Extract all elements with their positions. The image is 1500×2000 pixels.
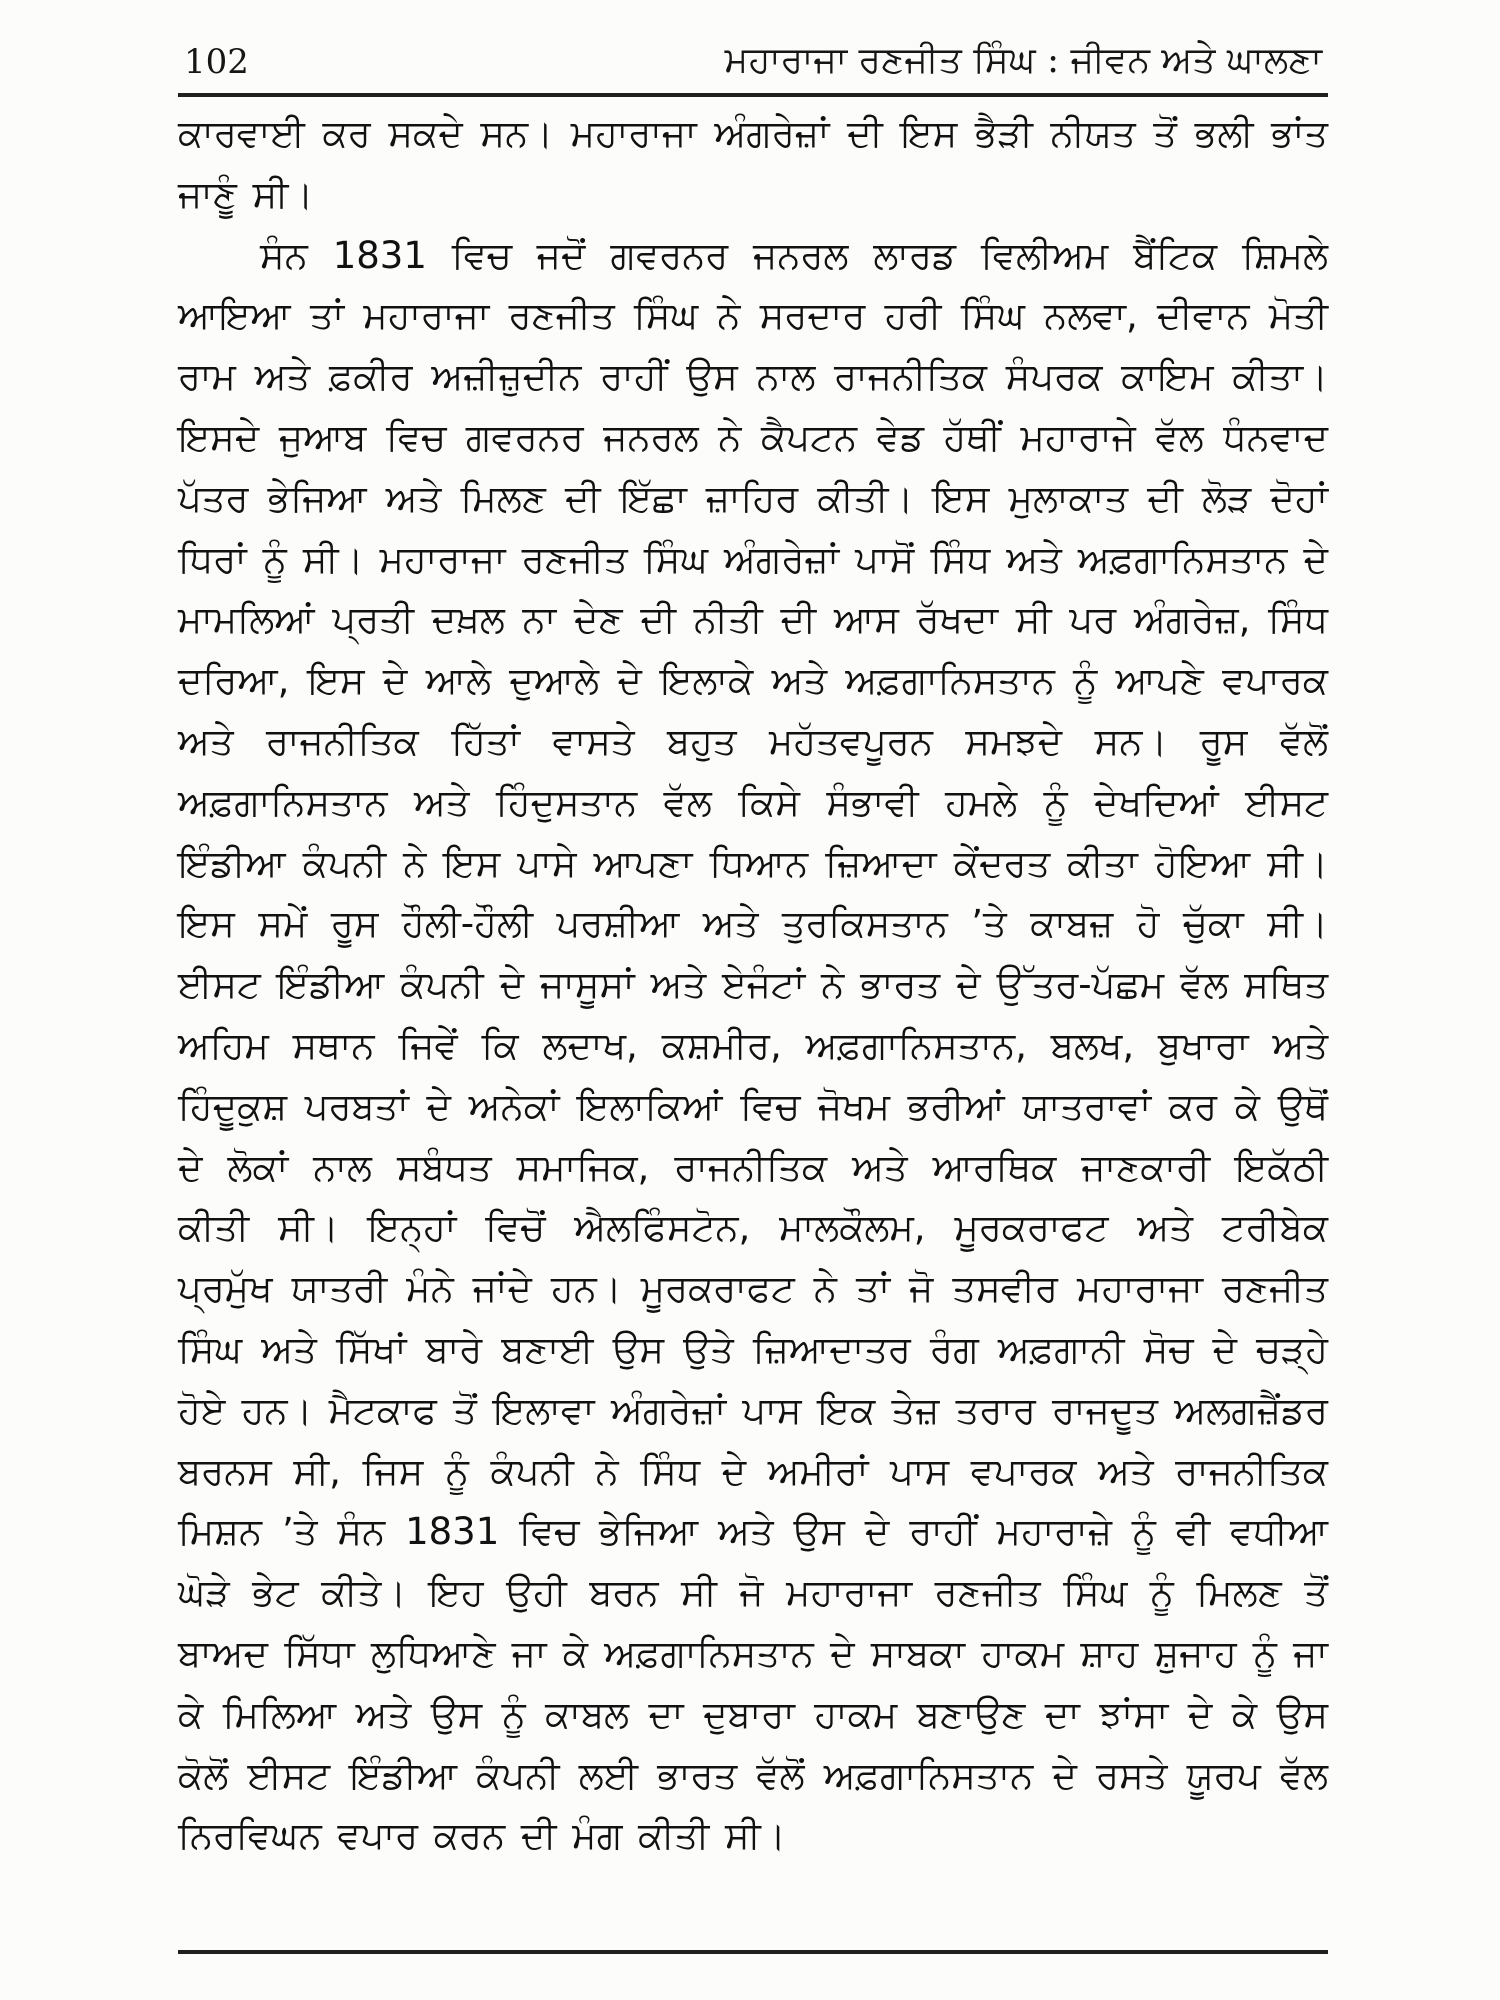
running-title: ਮਹਾਰਾਜਾ ਰਣਜੀਤ ਸਿੰਘ : ਜੀਵਨ ਅਤੇ ਘਾਲਣਾ [724,40,1322,81]
footer-rule [178,1950,1328,1954]
page-header [178,36,1328,92]
page-number: 102 [184,42,249,82]
paragraph-1: ਕਾਰਵਾਈ ਕਰ ਸਕਦੇ ਸਨ। ਮਹਾਰਾਜਾ ਅੰਗਰੇਜ਼ਾਂ ਦੀ ਇਸ ਭੈੜੀ ਨੀਯਤ ਤੋਂ ਭਲੀ ਭਾਂਤ ਜਾਣੂੰ ਸੀ। [178,112,1328,216]
body-text [178,104,1328,1867]
header-rule [178,93,1328,97]
paragraph-2: ਸੰਨ 1831 ਵਿਚ ਜਦੋਂ ਗਵਰਨਰ ਜਨਰਲ ਲਾਰਡ ਵਿਲੀਅਮ ਬੈਂਟਿਕ ਸ਼ਿਮਲੇ ਆਇਆ ਤਾਂ ਮਹਾਰਾਜਾ ਰਣਜੀਤ ਸਿੰਘ ਨੇ ਸਰਦਾਰ ਹਰੀ ਸਿੰਘ ਨਲਵਾ, ਦੀਵਾਨ ਮੋਤੀ ਰਾਮ ਅਤੇ ਫ਼ਕੀਰ ਅਜ਼ੀਜ਼ੁਦੀਨ ਰਾਹੀਂ ਉਸ ਨਾਲ ਰਾਜਨੀਤਿਕ ਸੰਪਰਕ ਕਾਇਮ ਕੀਤਾ। ਇਸਦੇ ਜੁਆਬ ਵਿਚ ਗਵਰਨਰ ਜਨਰਲ ਨੇ ਕੈਪਟਨ ਵੇਡ ਹੱਥੀਂ ਮਹਾਰਾਜੇ ਵੱਲ ਧੰਨਵਾਦ ਪੱਤਰ ਭੇਜਿਆ ਅਤੇ ਮਿਲਣ ਦੀ ਇੱਛਾ ਜ਼ਾਹਿਰ ਕੀਤੀ। ਇਸ ਮੁਲਾਕਾਤ ਦੀ ਲੋੜ ਦੋਹਾਂ ਧਿਰਾਂ ਨੂੰ ਸੀ। ਮਹਾਰਾਜਾ ਰਣਜੀਤ ਸਿੰਘ ਅੰਗਰੇਜ਼ਾਂ ਪਾਸੋਂ ਸਿੰਧ ਅਤੇ ਅਫ਼ਗਾਨਿਸਤਾਨ ਦੇ ਮਾਮਲਿਆਂ ਪ੍ਰਤੀ ਦਖ਼ਲ ਨਾ ਦੇਣ ਦੀ ਨੀਤੀ ਦੀ ਆਸ ਰੱਖਦਾ ਸੀ ਪਰ ਅੰਗਰੇਜ਼, ਸਿੰਧ ਦਰਿਆ, ਇਸ ਦੇ ਆਲੇ ਦੁਆਲੇ ਦੇ ਇਲਾਕੇ ਅਤੇ ਅਫ਼ਗਾਨਿਸਤਾਨ ਨੂੰ ਆਪਣੇ ਵਪਾਰਕ ਅਤੇ ਰਾਜਨੀਤਿਕ ਹਿੱਤਾਂ ਵਾਸਤੇ ਬਹੁਤ ਮਹੱਤਵਪੂਰਨ ਸਮਝਦੇ ਸਨ। ਰੂਸ ਵੱਲੋਂ ਅਫ਼ਗਾਨਿਸਤਾਨ ਅਤੇ ਹਿੰਦੁਸਤਾਨ ਵੱਲ ਕਿਸੇ ਸੰਭਾਵੀ ਹਮਲੇ ਨੂੰ ਦੇਖਦਿਆਂ ਈਸਟ ਇੰਡੀਆ ਕੰਪਨੀ ਨੇ ਇਸ ਪਾਸੇ ਆਪਣਾ ਧਿਆਨ ਜ਼ਿਆਦਾ ਕੇਂਦਰਤ ਕੀਤਾ ਹੋਇਆ ਸੀ। ਇਸ ਸਮੇਂ ਰੂਸ ਹੌਲੀ-ਹੌਲੀ ਪਰਸ਼ੀਆ ਅਤੇ ਤੁਰਕਿਸਤਾਨ ’ਤੇ ਕਾਬਜ਼ ਹੋ ਚੁੱਕਾ ਸੀ। ਈਸਟ ਇੰਡੀਆ ਕੰਪਨੀ ਦੇ ਜਾਸੂਸਾਂ ਅਤੇ ਏਜੰਟਾਂ ਨੇ ਭਾਰਤ ਦੇ ਉੱਤਰ-ਪੱਛਮ ਵੱਲ ਸਥਿਤ ਅਹਿਮ ਸਥਾਨ ਜਿਵੇਂ ਕਿ ਲਦਾਖ, ਕਸ਼ਮੀਰ, ਅਫ਼ਗਾਨਿਸਤਾਨ, ਬਲਖ, ਬੁਖਾਰਾ ਅਤੇ ਹਿੰਦੂਕੁਸ਼ ਪਰਬਤਾਂ ਦੇ ਅਨੇਕਾਂ ਇਲਾਕਿਆਂ ਵਿਚ ਜੋਖਮ ਭਰੀਆਂ ਯਾਤਰਾਵਾਂ ਕਰ ਕੇ ਉਥੋਂ ਦੇ ਲੋਕਾਂ ਨਾਲ ਸਬੰਧਤ ਸਮਾਜਿਕ, ਰਾਜਨੀਤਿਕ ਅਤੇ ਆਰਥਿਕ ਜਾਣਕਾਰੀ ਇਕੱਠੀ ਕੀਤੀ ਸੀ। ਇਨ੍ਹਾਂ ਵਿਚੋਂ ਐਲਫਿੰਸਟੋਨ, ਮਾਲਕੌਲਮ, ਮੂਰਕਰਾਫਟ ਅਤੇ ਟਰੀਬੇਕ ਪ੍ਰਮੁੱਖ ਯਾਤਰੀ ਮੰਨੇ ਜਾਂਦੇ ਹਨ। ਮੂਰਕਰਾਫਟ ਨੇ ਤਾਂ ਜੋ ਤਸਵੀਰ ਮਹਾਰਾਜਾ ਰਣਜੀਤ ਸਿੰਘ ਅਤੇ ਸਿੱਖਾਂ ਬਾਰੇ ਬਣਾਈ ਉਸ ਉਤੇ ਜ਼ਿਆਦਾਤਰ ਰੰਗ ਅਫ਼ਗਾਨੀ ਸੋਚ ਦੇ ਚੜ੍ਹੇ ਹੋਏ ਹਨ। ਮੈਟਕਾਫ ਤੋਂ ਇਲਾਵਾ ਅੰਗਰੇਜ਼ਾਂ ਪਾਸ ਇਕ ਤੇਜ਼ ਤਰਾਰ ਰਾਜਦੂਤ ਅਲਗਜ਼ੈਂਡਰ ਬਰਨਸ ਸੀ, ਜਿਸ ਨੂੰ ਕੰਪਨੀ ਨੇ ਸਿੰਧ ਦੇ ਅਮੀਰਾਂ ਪਾਸ ਵਪਾਰਕ ਅਤੇ ਰਾਜਨੀਤਿਕ ਮਿਸ਼ਨ ’ਤੇ ਸੰਨ 1831 ਵਿਚ ਭੇਜਿਆ ਅਤੇ ਉਸ ਦੇ ਰਾਹੀਂ ਮਹਾਰਾਜ਼ੇ ਨੂੰ ਵੀ ਵਧੀਆ ਘੋੜੇ ਭੇਟ ਕੀਤੇ। ਇਹ ਉਹੀ ਬਰਨ ਸੀ ਜੋ ਮਹਾਰਾਜਾ ਰਣਜੀਤ ਸਿੰਘ ਨੂੰ ਮਿਲਣ ਤੋਂ ਬਾਅਦ ਸਿੱਧਾ ਲੁਧਿਆਣੇ ਜਾ ਕੇ ਅਫ਼ਗਾਨਿਸਤਾਨ ਦੇ ਸਾਬਕਾ ਹਾਕਮ ਸ਼ਾਹ ਸ਼ੁਜਾਹ ਨੂੰ ਜਾ ਕੇ ਮਿਲਿਆ ਅਤੇ ਉਸ ਨੂੰ ਕਾਬਲ ਦਾ ਦੁਬਾਰਾ ਹਾਕਮ ਬਣਾਉਣ ਦਾ ਝਾਂਸਾ ਦੇ ਕੇ ਉਸ ਕੋਲੋਂ ਈਸਟ ਇੰਡੀਆ ਕੰਪਨੀ ਲਈ ਭਾਰਤ ਵੱਲੋਂ ਅਫ਼ਗਾਨਿਸਤਾਨ ਦੇ ਰਸਤੇ ਯੂਰਪ ਵੱਲ ਨਿਰਵਿਘਨ ਵਪਾਰ ਕਰਨ ਦੀ ਮੰਗ ਕੀਤੀ ਸੀ। [178,233,1328,1858]
